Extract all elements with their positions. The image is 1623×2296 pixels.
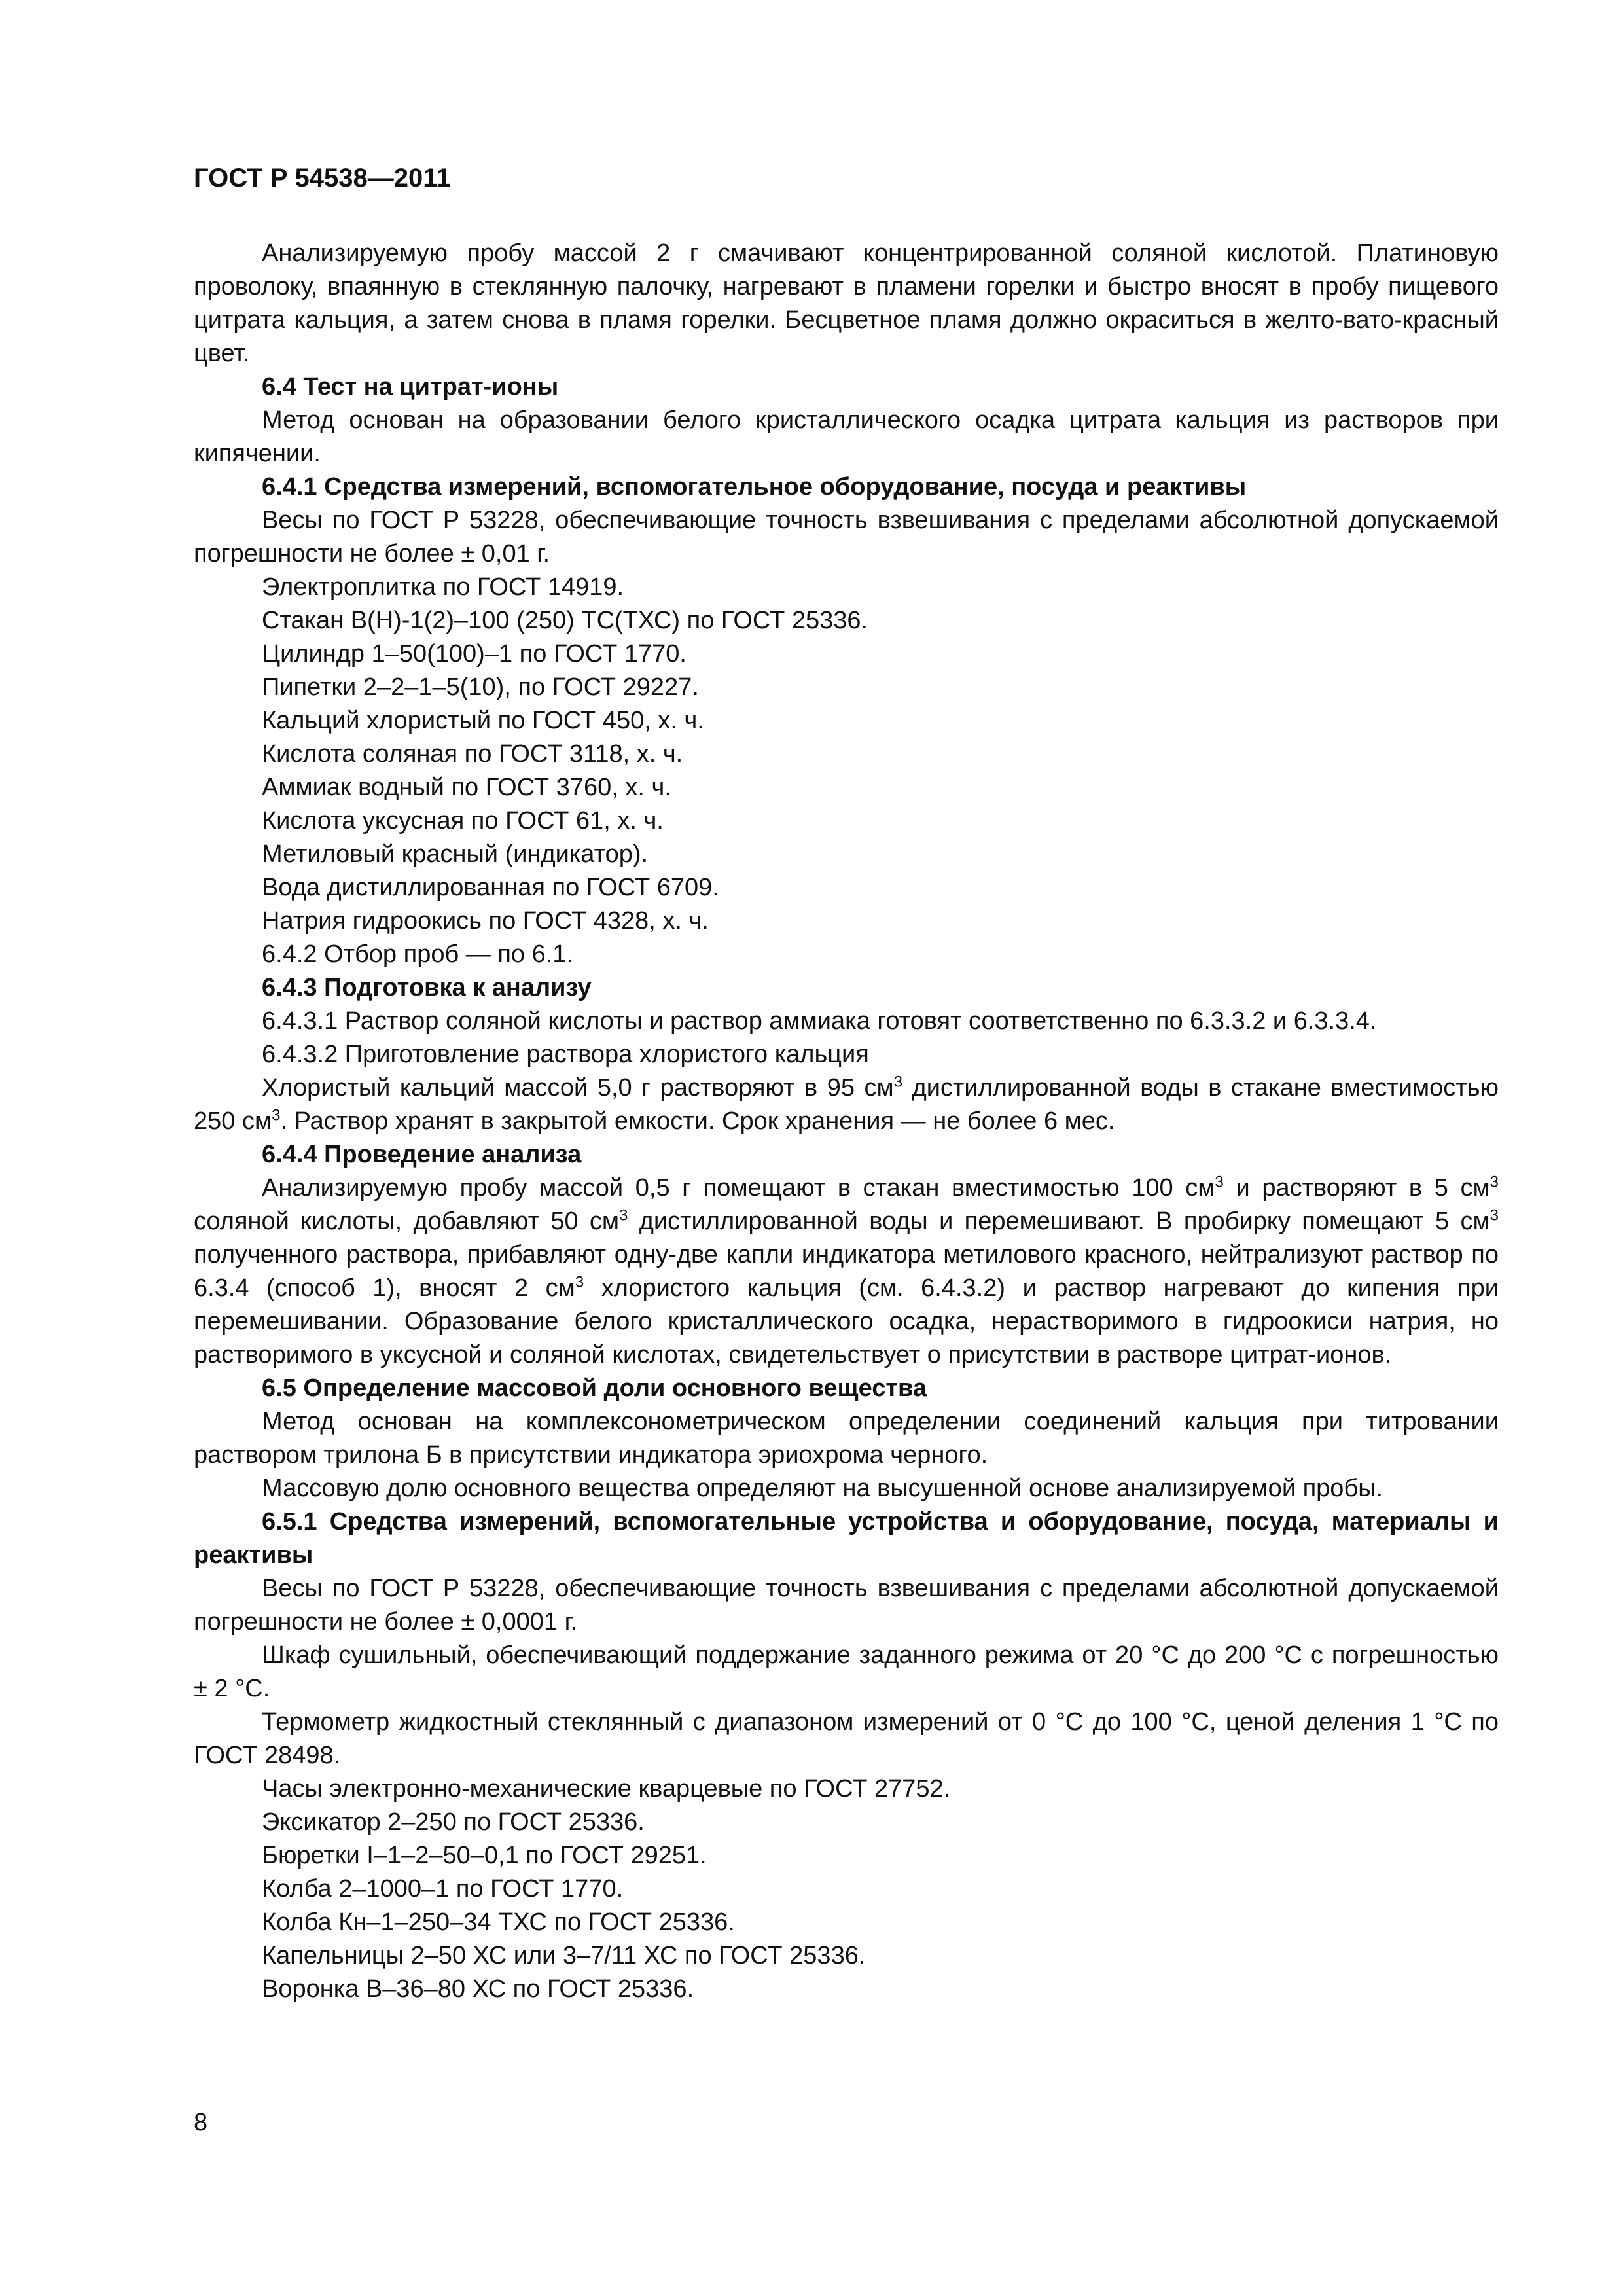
list-item: Колба Кн–1–250–34 ТХС по ГОСТ 25336.: [262, 1909, 735, 1936]
text-segment: и растворяют в 5 см: [1223, 1174, 1490, 1202]
list-item: Эксикатор 2–250 по ГОСТ 25336.: [262, 1808, 645, 1836]
list-item: Вода дистиллированная по ГОСТ 6709.: [262, 874, 719, 901]
section-heading-6-4-1: 6.4.1 Средства измерений, вспомогательное оборудование, посуда и реактивы: [262, 473, 1247, 501]
text-segment: соляной кислоты, добавляют 50 см: [194, 1208, 620, 1235]
paragraph-method-complexometric: Метод основан на комплексонометрическом определении соединений кальция при титровании раствором трилона Б в присутствии индикатора эриохрома черного.: [194, 1408, 1499, 1469]
paragraph-flame-test: Анализируемую пробу массой 2 г смачивают концентрированной соляной кислотой. Платиновую проволоку, впаянную в стеклянную палочку, нагревают в пламени горелки и быстро вносят в пробу пищевого цитрата кальция, а затем снова в пламя горелки. Бесцветное пламя должно окраситься в желто-вато-красный цвет.: [194, 240, 1499, 367]
superscript: 3: [575, 1273, 584, 1291]
text-segment: дистиллированной воды в стакане вместимостью 250 см: [194, 1074, 1499, 1135]
list-item: Колба 2–1000–1 по ГОСТ 1770.: [262, 1875, 624, 1903]
paragraph-analysis-procedure: [194, 1172, 1499, 1372]
list-item: Натрия гидроокись по ГОСТ 4328, х. ч.: [262, 907, 709, 935]
paragraph-thermometer: Термометр жидкостный стеклянный с диапазоном измерений от 0 °С до 100 °С, ценой деления 1 °С по ГОСТ 28498.: [194, 1708, 1499, 1769]
text-segment: . Раствор хранят в закрытой емкости. Срок хранения — не более 6 мес.: [280, 1107, 1115, 1135]
document-body: [194, 237, 1499, 2006]
section-heading-6-5-1: 6.5.1 Средства измерений, вспомогательные устройства и оборудование, посуда, материалы и реактивы: [194, 1508, 1499, 1569]
list-item: Метиловый красный (индикатор).: [262, 840, 649, 868]
list-item: 6.4.2 Отбор проб — по 6.1.: [262, 941, 574, 968]
paragraph-drying-oven: Шкаф сушильный, обеспечивающий поддержание заданного режима от 20 °С до 200 °С с погрешностью ± 2 °С.: [194, 1641, 1499, 1702]
text-segment: хлористого кальция (см. 6.4.3.2) и раствор нагревают до кипения при перемешивании. Образование белого кристаллического осадка, нерастворимого в гидроокиси натрия, но растворимого в уксусной и соляной кислотах, свидетельствует о присутствии в растворе цитрат-ионов.: [194, 1274, 1499, 1369]
section-heading-6-4-4: 6.4.4 Проведение анализа: [262, 1141, 582, 1168]
text-segment: полученного раствора, прибавляют одну-две капли индикатора метилового красного, нейтрализуют раствор по 6.3.4 (способ 1), вносят 2 см: [194, 1241, 1499, 1302]
list-item: Электроплитка по ГОСТ 14919.: [262, 573, 624, 601]
text-segment: дистиллированной воды и перемешивают. В пробирку помещают 5 см: [628, 1208, 1490, 1235]
superscript: 3: [1215, 1173, 1224, 1191]
section-heading-6-4: 6.4 Тест на цитрат-ионы: [262, 373, 559, 401]
superscript: 3: [893, 1073, 903, 1091]
superscript: 3: [1489, 1173, 1499, 1191]
list-item: Пипетки 2–2–1–5(10), по ГОСТ 29227.: [262, 673, 699, 701]
page-number: 8: [194, 2109, 208, 2136]
superscript: 3: [1489, 1206, 1499, 1225]
list-item: Кислота соляная по ГОСТ 3118, х. ч.: [262, 740, 683, 768]
list-item: Капельницы 2–50 ХС или 3–7/11 ХС по ГОСТ 25336.: [262, 1942, 866, 1969]
paragraph-scales-6-4-1: Весы по ГОСТ Р 53228, обеспечивающие точность взвешивания с пределами абсолютной допускаемой погрешности не более ± 0,01 г.: [194, 507, 1499, 567]
list-item: Кальций хлористый по ГОСТ 450, х. ч.: [262, 707, 704, 734]
paragraph-dry-basis: Массовую долю основного вещества определяют на высушенной основе анализируемой пробы.: [262, 1475, 1383, 1502]
superscript: 3: [619, 1206, 628, 1225]
list-item: Воронка В–36–80 ХС по ГОСТ 25336.: [262, 1975, 694, 2003]
list-item: Аммиак водный по ГОСТ 3760, х. ч.: [262, 774, 671, 801]
paragraph-6-4-3-1: 6.4.3.1 Раствор соляной кислоты и раствор аммиака готовят соответственно по 6.3.3.2 и 6.3.3.4.: [262, 1007, 1377, 1035]
paragraph-calcium-chloride-solution: [194, 1071, 1499, 1138]
paragraph-6-4-3-2: 6.4.3.2 Приготовление раствора хлористого кальция: [262, 1041, 869, 1068]
list-item: Бюретки I–1–2–50–0,1 по ГОСТ 29251.: [262, 1842, 707, 1869]
list-item: Часы электронно-механические кварцевые по ГОСТ 27752.: [262, 1775, 951, 1803]
superscript: 3: [272, 1106, 281, 1124]
list-item: Кислота уксусная по ГОСТ 61, х. ч.: [262, 807, 664, 834]
text-segment: Анализируемую пробу массой 0,5 г помещают в стакан вместимостью 100 см: [262, 1174, 1215, 1202]
section-heading-6-5: 6.5 Определение массовой доли основного вещества: [262, 1374, 927, 1402]
list-item: Стакан В(Н)-1(2)–100 (250) ТС(ТХС) по ГОСТ 25336.: [262, 607, 868, 634]
paragraph-method-citrate: Метод основан на образовании белого кристаллического осадка цитрата кальция из растворов при кипячении.: [194, 406, 1499, 467]
document-code: ГОСТ Р 54538—2011: [194, 164, 451, 192]
text-segment: Хлористый кальций массой 5,0 г растворяют в 95 см: [262, 1074, 894, 1102]
section-heading-6-4-3: 6.4.3 Подготовка к анализу: [262, 974, 592, 1001]
paragraph-scales-6-5-1: Весы по ГОСТ Р 53228, обеспечивающие точность взвешивания с пределами абсолютной допускаемой погрешности не более ± 0,0001 г.: [194, 1575, 1499, 1636]
list-item: Цилиндр 1–50(100)–1 по ГОСТ 1770.: [262, 640, 687, 668]
